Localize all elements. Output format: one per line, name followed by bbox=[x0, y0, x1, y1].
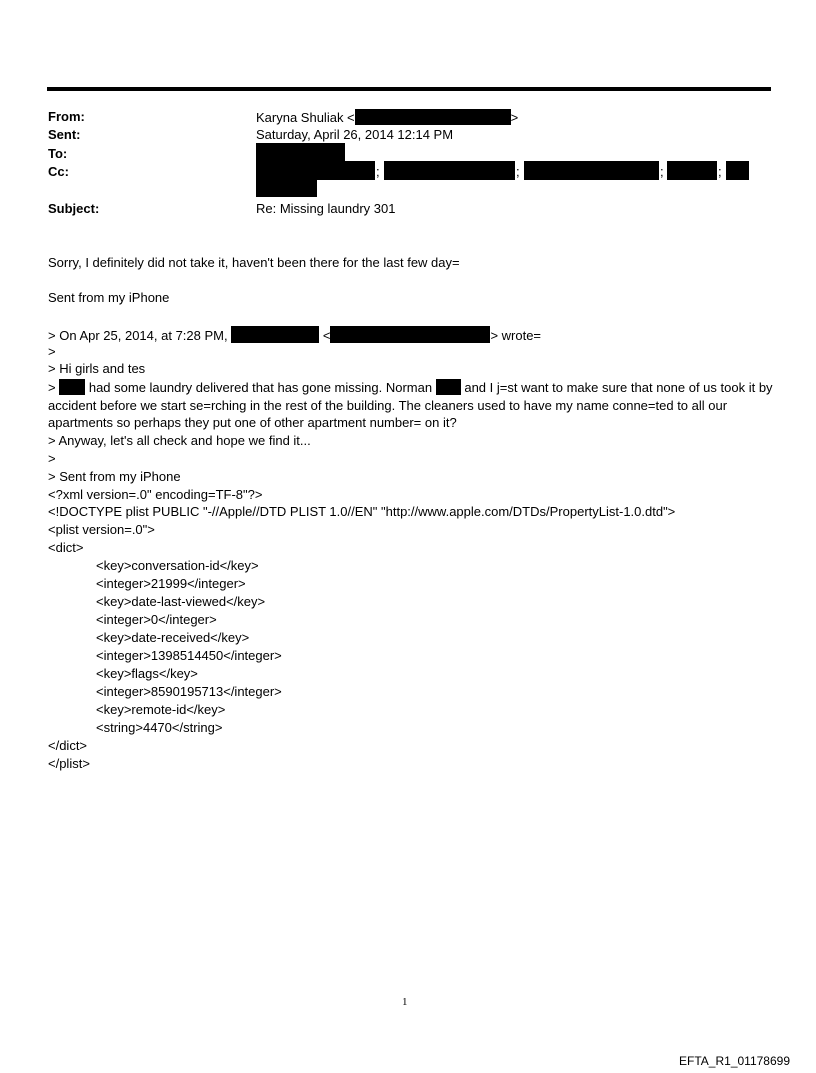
quote-gt-1: > bbox=[48, 344, 56, 359]
redacted-name-2 bbox=[436, 379, 461, 395]
plist-entry: <integer>21999</integer> bbox=[96, 576, 246, 591]
quote-header bbox=[48, 326, 541, 343]
redacted-cc-6 bbox=[256, 180, 317, 197]
sent-label: Sent: bbox=[48, 127, 81, 142]
quote-p-b: and I j=st want to make sure that none of us took it by accident before we start se=rching in the rest of the building. The cleaners used to have my name conne=ted to all our apartments so perhaps they put one of other apartment number= on it? bbox=[48, 380, 773, 430]
from-label: From: bbox=[48, 109, 85, 124]
to-label: To: bbox=[48, 146, 68, 161]
redacted-to bbox=[256, 143, 345, 162]
page-number: 1 bbox=[402, 996, 408, 1008]
plist-close: </plist> bbox=[48, 756, 90, 771]
plist-entry: <key>flags</key> bbox=[96, 666, 198, 681]
cc-sep-3: ; bbox=[660, 164, 664, 179]
plist-entry: <key>conversation-id</key> bbox=[96, 558, 259, 573]
redacted-cc-4 bbox=[667, 161, 717, 180]
subject-value: Re: Missing laundry 301 bbox=[256, 201, 396, 216]
subject-label: Subject: bbox=[48, 201, 100, 216]
plist-entry: <key>remote-id</key> bbox=[96, 702, 226, 717]
plist-open: <plist version=.0"> bbox=[48, 522, 155, 537]
quote-paragraph bbox=[48, 379, 773, 432]
redacted-cc-3 bbox=[524, 161, 659, 180]
from-value bbox=[256, 109, 518, 125]
plist-entry: <integer>1398514450</integer> bbox=[96, 648, 282, 663]
redacted-cc-2 bbox=[384, 161, 515, 180]
cc-label: Cc: bbox=[48, 164, 69, 179]
quote-p-start: > bbox=[48, 380, 56, 395]
redacted-email bbox=[355, 109, 511, 125]
quote-lt: < bbox=[322, 328, 331, 343]
sent-value: Saturday, April 26, 2014 12:14 PM bbox=[256, 127, 454, 142]
cc-sep-1: ; bbox=[376, 164, 380, 179]
quote-wrote: > wrote= bbox=[490, 328, 542, 343]
xml-declaration: <?xml version=.0" encoding=TF-8"?> bbox=[48, 487, 263, 502]
cc-sep-4: ; bbox=[718, 164, 722, 179]
top-rule bbox=[47, 87, 771, 91]
plist-entry: <integer>0</integer> bbox=[96, 612, 217, 627]
redacted-sender-name bbox=[231, 326, 319, 343]
body-line-sent-from: Sent from my iPhone bbox=[48, 290, 170, 305]
quote-sent-from: > Sent from my iPhone bbox=[48, 469, 181, 484]
quote-anyway: > Anyway, let's all check and hope we find it... bbox=[48, 433, 311, 448]
plist-entry: <integer>8590195713</integer> bbox=[96, 684, 282, 699]
from-end: > bbox=[510, 110, 519, 125]
from-name: Karyna Shuliak < bbox=[256, 110, 355, 125]
document-id: EFTA_R1_01178699 bbox=[679, 1054, 790, 1068]
cc-sep-2: ; bbox=[516, 164, 520, 179]
quote-p-a: had some laundry delivered that has gone missing. Norman bbox=[88, 380, 433, 395]
dict-open: <dict> bbox=[48, 540, 84, 555]
redacted-name-1 bbox=[59, 379, 85, 395]
plist-entry: <key>date-received</key> bbox=[96, 630, 250, 645]
plist-entry: <key>date-last-viewed</key> bbox=[96, 594, 266, 609]
body-line-sorry: Sorry, I definitely did not take it, haven't been there for the last few day= bbox=[48, 255, 460, 270]
redacted-cc-1 bbox=[256, 161, 375, 180]
redacted-cc-5 bbox=[726, 161, 749, 180]
doctype-line: <!DOCTYPE plist PUBLIC "-//Apple//DTD PLIST 1.0//EN" "http://www.apple.com/DTDs/PropertyList-1.0.dtd"> bbox=[48, 504, 676, 519]
plist-entry: <string>4470</string> bbox=[96, 720, 223, 735]
dict-close: </dict> bbox=[48, 738, 88, 753]
quote-on-text: > On Apr 25, 2014, at 7:28 PM, bbox=[48, 328, 228, 343]
quote-gt-2: > bbox=[48, 451, 56, 466]
quote-hi: > Hi girls and tes bbox=[48, 361, 146, 376]
redacted-sender-email bbox=[330, 326, 490, 343]
